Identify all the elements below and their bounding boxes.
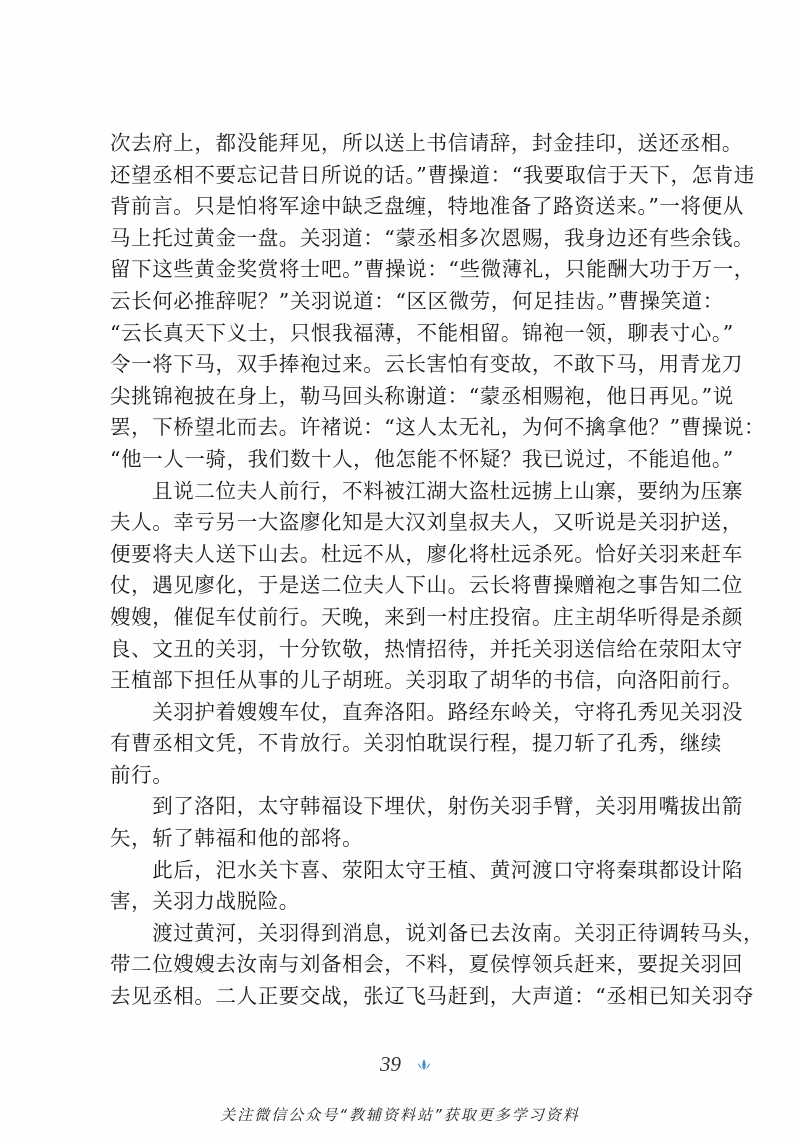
text-line: 令一将下马，双手捧袍过来。云长害怕有变故，不敢下马，用青龙刀 [110,352,743,377]
text-line: 去见丞相。二人正要交战，张辽飞马赶到，大声道：“丞相已知关羽夺 [110,984,755,1009]
text-line: 背前言。只是怕将军途中缺乏盘缠，特地准备了路资送来。”一将便从 [110,194,744,219]
text-line: 带二位嫂嫂去汝南与刘备相会，不料，夏侯惇领兵赶来，要捉关羽回 [110,952,743,977]
text-line: 且说二位夫人前行，不料被江湖大盗杜远掳上山寨，要纳为压寨 [110,478,743,503]
text-line: “云长真天下义士，只恨我福薄，不能相留。锦袍一领，聊表寸心。” [110,320,734,345]
body-text [110,128,766,1013]
footer-watermark-note: 关注微信公众号“教辅资料站”获取更多学习资料 [220,1106,580,1124]
text-line: 渡过黄河，关羽得到消息，说刘备已去汝南。关羽正待调转马头， [110,920,765,945]
text-line: 到了洛阳，太守韩福设下埋伏，射伤关羽手臂，关羽用嘴拔出箭 [110,794,743,819]
text-line: 有曹丞相文凭，不肯放行。关羽怕耽误行程，提刀斩了孔秀，继续 [110,731,722,756]
text-line: 矢，斩了韩福和他的部将。 [110,826,364,851]
water-drop-icon [416,1058,432,1072]
text-line: 嫂嫂，催促车仗前行。天晚，来到一村庄投宿。庄主胡华听得是杀颜 [110,604,743,629]
text-line: 前行。 [110,762,174,787]
text-line: 马上托过黄金一盘。关羽道：“蒙丞相多次恩赐，我身边还有些余钱。 [110,225,755,250]
page-number: 39 [380,1052,401,1076]
text-line: 罢，下桥望北而去。许褚说：“这人太无礼，为何不擒拿他？”曹操说： [110,415,766,440]
text-line: 此后，汜水关卞喜、荥阳太守王植、黄河渡口守将秦琪都设计陷 [110,857,743,882]
text-line: 尖挑锦袍披在身上，勒马回头称谢道：“蒙丞相赐袍，他日再见。”说 [110,383,734,408]
text-line: 害，关羽力战脱险。 [110,889,300,914]
text-line: 云长何必推辞呢？”关羽说道：“区区微劳，何足挂齿。”曹操笑道： [110,288,724,313]
text-line: 关羽护着嫂嫂车仗，直奔洛阳。路经东岭关，守将孔秀见关羽没 [110,699,743,724]
text-line: 仗，遇见廖化，于是送二位夫人下山。云长将曹操赠袍之事告知二位 [110,573,743,598]
text-line: 次去府上，都没能拜见，所以送上书信请辞，封金挂印，送还丞相。 [110,131,743,155]
text-line: 夫人。幸亏另一大盗廖化知是大汉刘皇叔夫人，又听说是关羽护送， [110,510,743,535]
text-line: 留下这些黄金奖赏将士吧。”曹操说：“些微薄礼，只能酬大功于万一， [110,257,755,282]
text-line: 王植部下担任从事的儿子胡班。关羽取了胡华的书信，向洛阳前行。 [110,668,743,693]
text-line: 便要将夫人送下山去。杜远不从，廖化将杜远杀死。恰好关羽来赶车 [110,541,743,566]
text-line: 良、文丑的关羽，十分钦敬，热情招待，并托关羽送信给在荥阳太守 [110,636,743,661]
text-line: 还望丞相不要忘记昔日所说的话。”曹操道：“我要取信于天下，怎肯违 [110,162,755,187]
text-line: “他一人一骑，我们数十人，他怎能不怀疑？我已说过，不能追他。” [110,446,734,471]
